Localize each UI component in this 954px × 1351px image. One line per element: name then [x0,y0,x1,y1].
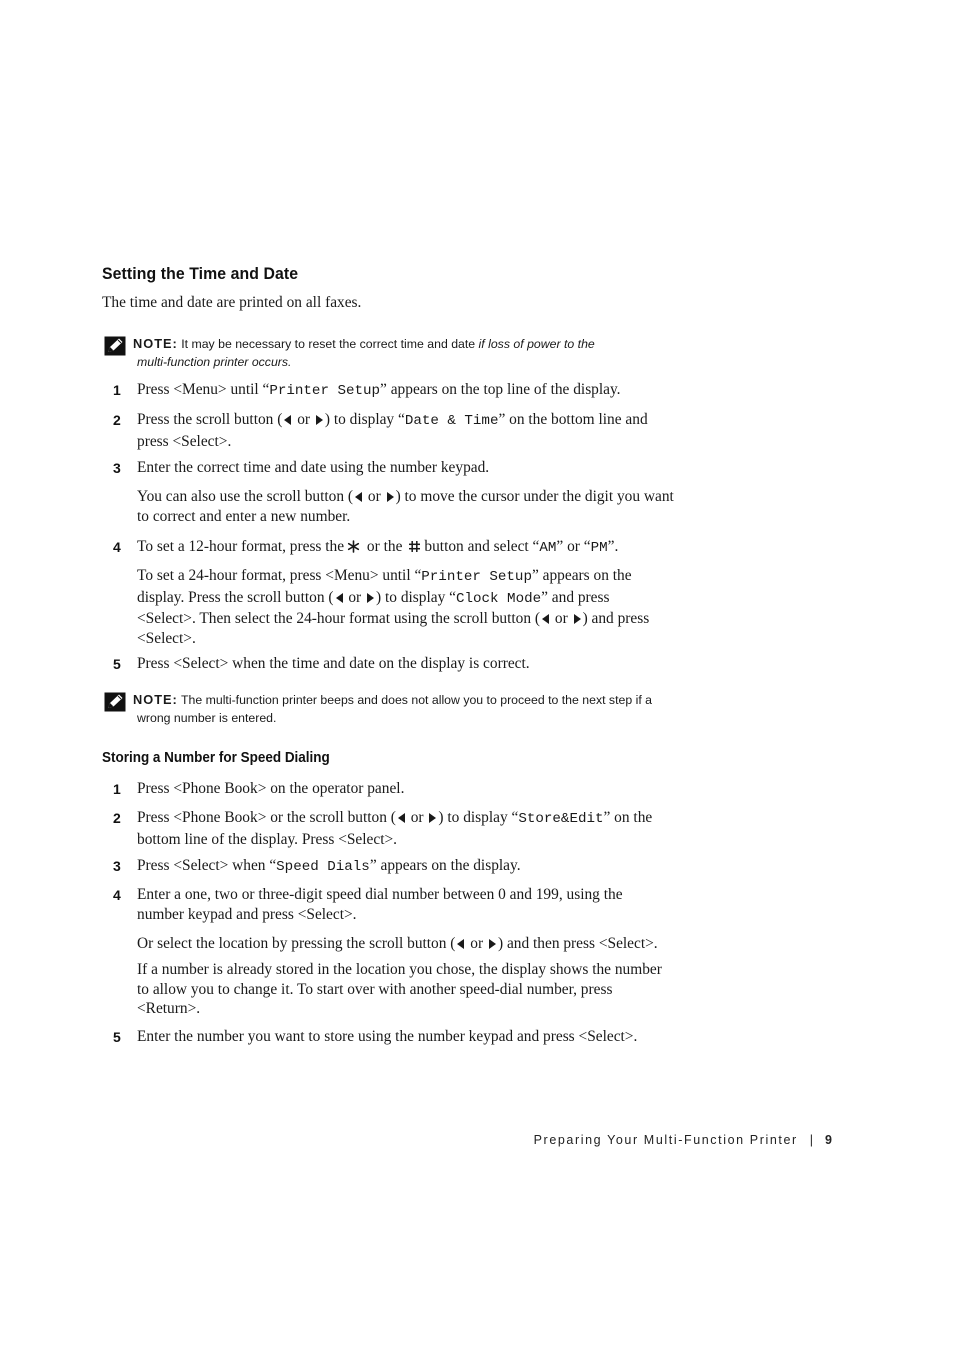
step-number: 5 [113,656,121,672]
scroll-left-icon [457,939,464,949]
note-label: NOTE: [133,336,178,351]
scroll-right-icon [387,492,394,502]
step-text: Press <Select> when the time and date on the display is correct. [137,655,530,672]
step-detail: You can also use the scroll button ( or ) to move the cursor under the digit you want to correct and enter a new number. [137,488,674,525]
scroll-left-icon [398,813,405,823]
note-line: multi-function printer occurs. [137,355,292,369]
display-text: Date & Time [404,413,499,429]
page-footer [534,1133,832,1147]
note-label: NOTE: [133,692,178,707]
scroll-right-icon [316,415,323,425]
scroll-right-icon [429,813,436,823]
step-text: Press the scroll button ( or ) to display “Date & Time” on the bottom line and press <Select>. [137,411,648,450]
step-number: 4 [113,539,121,555]
step-text: Press <Select> when “Speed Dials” appears on the display. [137,857,521,875]
scroll-left-icon [284,415,291,425]
note-pencil-icon [104,692,126,712]
scroll-left-icon [355,492,362,502]
step-number: 3 [113,858,121,874]
step-text: Press <Menu> until “Printer Setup” appears on the top line of the display. [137,381,621,399]
step-text: Enter the number you want to store using the number keypad and press <Select>. [137,1028,638,1045]
star-key-icon [347,540,360,553]
step-detail: Or select the location by pressing the scroll button ( or ) and then press <Select>. [137,935,658,952]
display-text: AM [539,540,557,556]
note-line: wrong number is entered. [137,711,277,725]
subsection-heading: Storing a Number for Speed Dialing [102,750,330,766]
step-text: Press <Phone Book> or the scroll button ( or ) to display “Store&Edit” on the bottom line of the display. Press <Select>. [137,809,653,848]
section-heading: Setting the Time and Date [102,264,299,283]
step-number: 5 [113,1029,121,1045]
display-text: Printer Setup [421,569,532,585]
note-line: NOTE: The multi-function printer beeps and does not allow you to proceed to the next step if a [133,692,652,707]
step-text: Enter a one, two or three-digit speed dial number between 0 and 199, using the number keypad and press <Select>. [137,886,623,923]
step-number: 3 [113,460,121,476]
footer-separator: | [809,1133,814,1147]
step-number: 1 [113,382,121,398]
step-text: Enter the correct time and date using the number keypad. [137,459,490,476]
note-line: NOTE: It may be necessary to reset the correct time and date if loss of power to the [133,336,595,351]
display-text: Store&Edit [518,811,604,827]
step-text: Press <Phone Book> on the operator panel. [137,780,405,797]
step-detail: To set a 24-hour format, press <Menu> until “Printer Setup” appears on the display. Press the scroll button ( or ) to display “Clock Mode” and press <Select>. Then select the 24-hour format using the scroll button ( or ) and press <Select>. [137,567,650,647]
note-pencil-icon [104,336,126,356]
display-text: Printer Setup [269,383,381,399]
display-text: Speed Dials [276,859,370,875]
step-number: 1 [113,781,121,797]
page-number: 9 [825,1133,832,1147]
scroll-left-icon [336,593,343,603]
footer-chapter-title: Preparing Your Multi-Function Printer [533,1133,798,1147]
step-detail: If a number is already stored in the location you chose, the display shows the number to allow you to change it. To start over with another speed-dial number, press <Return>. [137,961,662,1017]
step-text: To set a 12-hour format, press the or the button and select “AM” or “PM”. [137,538,619,556]
step-number: 2 [113,810,121,826]
note-box [104,335,714,375]
display-text: Clock Mode [455,590,542,607]
scroll-left-icon [542,614,549,624]
scroll-right-icon [367,593,374,603]
intro-paragraph: The time and date are printed on all faxes. [102,294,362,311]
scroll-right-icon [574,614,581,624]
pound-key-icon [408,540,421,553]
step-number: 4 [113,887,121,903]
scroll-right-icon [489,939,496,949]
display-text: PM [590,540,608,556]
step-number: 2 [113,412,121,428]
note-box [104,691,714,731]
